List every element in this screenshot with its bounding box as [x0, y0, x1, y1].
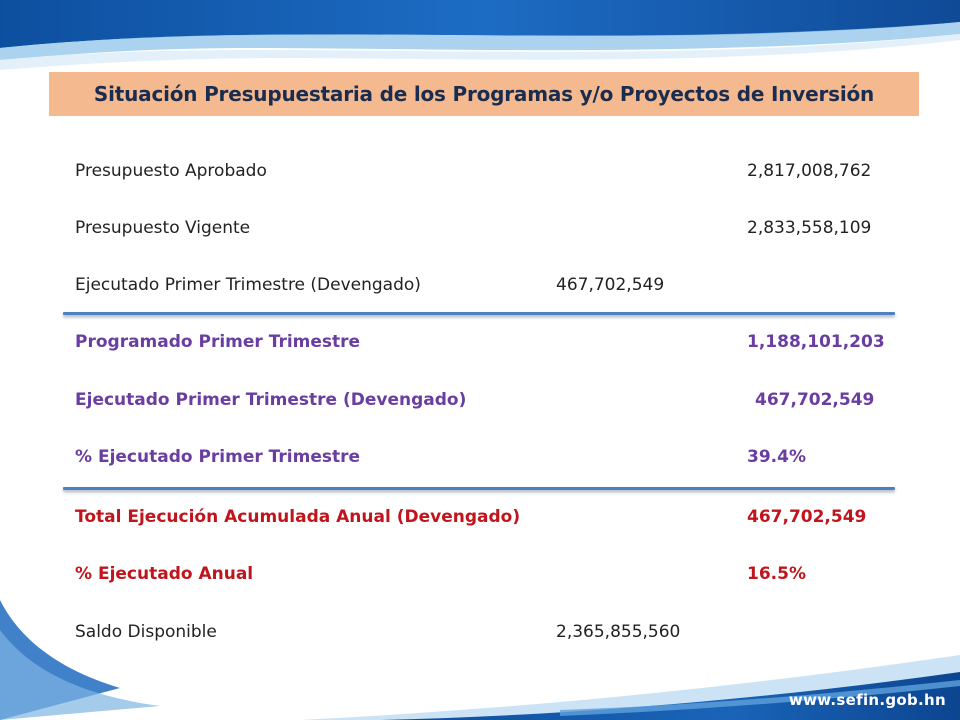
row-label: Programado Primer Trimestre [75, 332, 361, 352]
section-divider [63, 312, 895, 315]
row-value: 467,702,549 [747, 507, 867, 527]
row-programado-primer-trimestre [75, 328, 905, 356]
slide-title-bar [49, 72, 919, 116]
row-label: Saldo Disponible [75, 622, 217, 642]
row-ejecutado-primer-trimestre-devengado [75, 386, 905, 414]
row-presupuesto-aprobado [75, 157, 905, 185]
row-value: 467,702,549 [755, 390, 875, 410]
row-porcentaje-ejecutado-anual [75, 560, 905, 588]
row-label: Presupuesto Aprobado [75, 161, 267, 181]
row-total-ejecucion-acumulada [75, 503, 905, 531]
row-value: 1,188,101,203 [747, 332, 885, 352]
footer-website-url[interactable]: www.sefin.gob.hn [788, 691, 946, 709]
row-label: Ejecutado Primer Trimestre (Devengado) [75, 390, 467, 410]
row-saldo-disponible [75, 618, 905, 646]
row-value: 2,817,008,762 [747, 161, 872, 181]
row-label: % Ejecutado Anual [75, 564, 254, 584]
row-porcentaje-ejecutado-trimestre [75, 443, 905, 471]
row-label: % Ejecutado Primer Trimestre [75, 447, 361, 467]
row-ejecutado-primer-trimestre [75, 271, 905, 299]
row-value: 39.4% [747, 447, 806, 467]
row-label: Ejecutado Primer Trimestre (Devengado) [75, 275, 421, 295]
row-presupuesto-vigente [75, 214, 905, 242]
header-swoosh-decoration [0, 0, 960, 80]
row-label: Presupuesto Vigente [75, 218, 251, 238]
row-mid-value: 2,365,855,560 [556, 622, 681, 642]
row-value: 16.5% [747, 564, 806, 584]
section-divider [63, 487, 895, 490]
row-label: Total Ejecución Acumulada Anual (Devengado) [75, 507, 521, 527]
row-mid-value: 467,702,549 [556, 275, 665, 295]
row-value: 2,833,558,109 [747, 218, 872, 238]
slide-title: Situación Presupuestaria de los Programas y/o Proyectos de Inversión [93, 82, 875, 106]
